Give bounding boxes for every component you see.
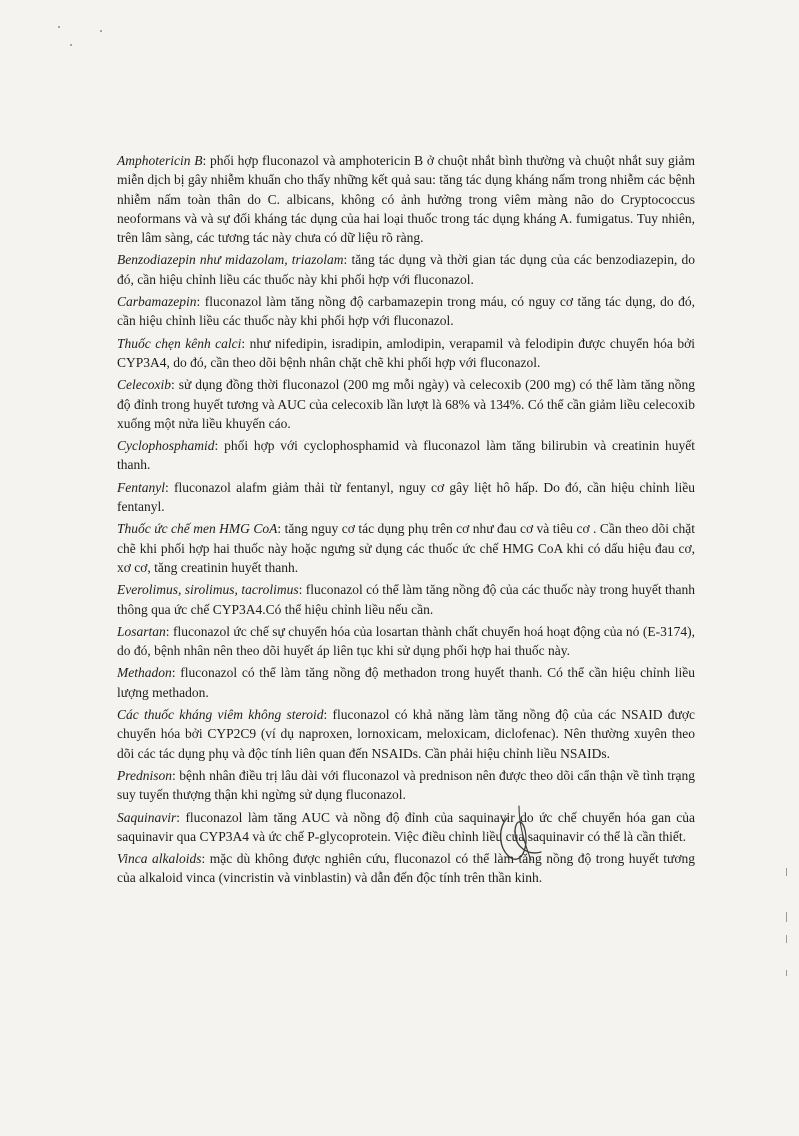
drug-term: Methadon <box>117 665 172 681</box>
scan-speck <box>70 44 72 46</box>
interaction-list <box>117 151 695 891</box>
interaction-entry: Methadon: fluconazol có thể làm tăng nồng độ methadon trong huyết thanh. Có thể cần hiệu chỉnh liều lượng methadon. <box>117 665 695 700</box>
interaction-entry: Cyclophosphamid: phối hợp với cyclophosphamid và fluconazol làm tăng bilirubin và creatinin huyết thanh. <box>117 438 695 473</box>
entry-text: phối hợp fluconazol và amphotericin B ở chuột nhắt bình thường và chuột nhắt suy giảm miễn dịch bị gây nhiễm khuẩn cho thấy những kết quả sau: tăng tác dụng kháng nấm trong nhiễm các bệnh nhiễm nấm toàn thân do C. albicans, không có ảnh hưởng trong viêm màng não do Cryptococcus neoformans và và sự đối kháng tác dụng của hai loại thuốc trong tác dụng kháng A. fumigatus. Tuy nhiên, trên lâm sàng, các tương tác này chưa có dữ liệu rõ ràng. <box>117 153 695 246</box>
interaction-entry: Benzodiazepin như midazolam, triazolam: tăng tác dụng và thời gian tác dụng của các benzodiazepin, do đó, cần hiệu chỉnh liều các thuốc này khi phối hợp với fluconazol. <box>117 252 695 287</box>
drug-term: Saquinavir <box>117 809 177 825</box>
drug-term: Thuốc ức chế men HMG CoA <box>117 521 278 537</box>
entry-text: fluconazol alafm giảm thải từ fentanyl, nguy cơ gây liệt hô hấp. Do đó, cần hiệu chỉnh liều fentanyl. <box>117 479 695 515</box>
scan-edge-mark <box>786 970 787 976</box>
scan-edge-mark <box>786 912 787 922</box>
entry-text: như nifedipin, isradipin, amlodipin, verapamil và felodipin được chuyển hóa bởi CYP3A4, do đó, cần theo dõi bệnh nhân chặt chẽ khi phối hợp với fluconazol. <box>117 335 695 370</box>
drug-term: Vinca alkaloids <box>117 851 202 867</box>
drug-term: Fentanyl <box>117 479 165 495</box>
interaction-entry: Everolimus, sirolimus, tacrolimus: fluconazol có thể làm tăng nồng độ của các thuốc này trong huyết thanh thông qua ức chế CYP3A4.Có thể hiệu chỉnh liều nếu cần. <box>117 582 695 617</box>
interaction-entry: Amphotericin B: phối hợp fluconazol và amphotericin B ở chuột nhắt bình thường và chuột nhắt suy giảm miễn dịch bị gây nhiễm khuẩn cho thấy những kết quả sau: tăng tác dụng kháng nấm trong nhiễm các bệnh nhiễm nấm toàn thân do C. albicans, không có ảnh hưởng trong viêm màng não do Cryptococcus neoformans và và sự đối kháng tác dụng của hai loại thuốc trong tác dụng kháng A. fumigatus. Tuy nhiên, trên lâm sàng, các tương tác này chưa có dữ liệu rõ ràng. <box>117 153 695 246</box>
drug-term: Thuốc chẹn kênh calci <box>117 335 242 351</box>
drug-term: Các thuốc kháng viêm không steroid <box>117 707 324 723</box>
interaction-entry: Losartan: fluconazol ức chế sự chuyển hóa của losartan thành chất chuyển hoá hoạt động của nó (E-3174), do đó, bệnh nhân nên theo dõi huyết áp liên tục khi sử dụng phối hợp hai thuốc này. <box>117 623 695 659</box>
entry-text: phối hợp với cyclophosphamid và fluconazol làm tăng bilirubin và creatinin huyết thanh. <box>117 438 695 473</box>
drug-term: Losartan <box>117 623 166 639</box>
interaction-entry: Saquinavir: fluconazol làm tăng AUC và nồng độ đỉnh của saquinavir do ức chế chuyển hóa gan của saquinavir qua CYP3A4 và ức chế P-glycoprotein. Việc điều chỉnh liều của saquinavir có thể là cần thiết. <box>117 809 695 844</box>
interaction-entry: Carbamazepin: fluconazol làm tăng nồng độ carbamazepin trong máu, có nguy cơ tăng tác dụng, do đó, cần hiệu chỉnh liều các thuốc này khi phối hợp với fluconazol. <box>117 294 695 329</box>
drug-term: Benzodiazepin như midazolam, triazolam <box>117 252 344 268</box>
interaction-entry: Prednison: bệnh nhân điều trị lâu dài với fluconazol và prednison nên được theo dõi cẩn thận về tình trạng suy tuyến thượng thận khi ngừng sử dụng fluconazol. <box>117 767 695 803</box>
entry-text: bệnh nhân điều trị lâu dài với fluconazol và prednison nên được theo dõi cẩn thận về tình trạng suy tuyến thượng thận khi ngừng sử dụng fluconazol. <box>117 767 695 803</box>
entry-text: fluconazol làm tăng AUC và nồng độ đỉnh của saquinavir do ức chế chuyển hóa gan của saquinavir qua CYP3A4 và ức chế P-glycoprotein. Việc điều chỉnh liều của saquinavir có thể là cần thiết. <box>117 809 695 844</box>
entry-text: fluconazol có thể làm tăng nồng độ methadon trong huyết thanh. Có thể cần hiệu chỉnh liều lượng methadon. <box>117 665 695 700</box>
entry-text: mặc dù không được nghiên cứu, fluconazol có thể làm tăng nồng độ trong huyết tương của alkaloid vinca (vincristin và vinblastin) và dẫn đến độc tính trên thần kinh. <box>117 851 695 886</box>
interaction-entry: Celecoxib: sử dụng đồng thời fluconazol (200 mg mỗi ngày) và celecoxib (200 mg) có thể làm tăng nồng độ đỉnh trong huyết tương và AUC của celecoxib lần lượt là 68% và 134%. Có thể cần giảm liều celecoxib xuống một nửa liều khuyến cáo. <box>117 377 695 431</box>
entry-text: tăng tác dụng và thời gian tác dụng của các benzodiazepin, do đó, cần hiệu chỉnh liều các thuốc này khi phối hợp với fluconazol. <box>117 252 695 287</box>
entry-text: fluconazol làm tăng nồng độ carbamazepin trong máu, có nguy cơ tăng tác dụng, do đó, cần hiệu chỉnh liều các thuốc này khi phối hợp với fluconazol. <box>117 294 695 329</box>
interaction-entry: Vinca alkaloids: mặc dù không được nghiên cứu, fluconazol có thể làm tăng nồng độ trong huyết tương của alkaloid vinca (vincristin và vinblastin) và dẫn đến độc tính trên thần kinh. <box>117 851 695 886</box>
drug-term: Amphotericin B <box>117 153 203 168</box>
interaction-entry: Thuốc chẹn kênh calci: như nifedipin, isradipin, amlodipin, verapamil và felodipin được chuyển hóa bởi CYP3A4, do đó, cần theo dõi bệnh nhân chặt chẽ khi phối hợp với fluconazol. <box>117 335 695 370</box>
entry-text: fluconazol có khả năng làm tăng nồng độ của các NSAID được chuyển hóa bởi CYP2C9 (ví dụ naproxen, lornoxicam, meloxicam, diclofenac). Nên thường xuyên theo dõi các tác dụng phụ và độc tính liên quan đến NSAIDs. Cần phải hiệu chỉnh liều NSAIDs. <box>117 707 695 761</box>
entry-text: tăng nguy cơ tác dụng phụ trên cơ như đau cơ và tiêu cơ . Cần theo dõi chặt chẽ khi phối hợp hai thuốc này hoặc ngưng sử dụng các thuốc ức chế HMG CoA khi có dấu hiệu đau cơ, xơ cơ, tăng creatinin huyết thanh. <box>117 521 695 575</box>
scan-speck <box>58 26 60 28</box>
handwritten-signature <box>485 800 555 870</box>
entry-text: sử dụng đồng thời fluconazol (200 mg mỗi ngày) và celecoxib (200 mg) có thể làm tăng nồng độ đỉnh trong huyết tương và AUC của celecoxib lần lượt là 68% và 134%. Có thể cần giảm liều celecoxib xuống một nửa liều khuyến cáo. <box>117 377 695 431</box>
entry-text: fluconazol ức chế sự chuyển hóa của losartan thành chất chuyển hoá hoạt động của nó (E-3174), do đó, bệnh nhân nên theo dõi huyết áp liên tục khi sử dụng phối hợp hai thuốc này. <box>117 623 695 659</box>
scan-edge-mark <box>786 935 787 943</box>
drug-term: Celecoxib <box>117 377 171 393</box>
drug-term: Prednison <box>117 767 172 783</box>
scan-speck <box>100 30 102 32</box>
entry-text: fluconazol có thể làm tăng nồng độ của các thuốc này trong huyết thanh thông qua ức chế CYP3A4.Có thể hiệu chỉnh liều nếu cần. <box>117 582 695 617</box>
scan-edge-mark <box>786 868 787 876</box>
drug-term: Carbamazepin <box>117 294 197 310</box>
interaction-entry: Thuốc ức chế men HMG CoA: tăng nguy cơ tác dụng phụ trên cơ như đau cơ và tiêu cơ . Cần theo dõi chặt chẽ khi phối hợp hai thuốc này hoặc ngưng sử dụng các thuốc ức chế HMG CoA khi có dấu hiệu đau cơ, xơ cơ, tăng creatinin huyết thanh. <box>117 521 695 575</box>
interaction-entry: Các thuốc kháng viêm không steroid: fluconazol có khả năng làm tăng nồng độ của các NSAID được chuyển hóa bởi CYP2C9 (ví dụ naproxen, lornoxicam, meloxicam, diclofenac). Nên thường xuyên theo dõi các tác dụng phụ và độc tính liên quan đến NSAIDs. Cần phải hiệu chỉnh liều NSAIDs. <box>117 707 695 761</box>
drug-term: Cyclophosphamid <box>117 438 215 454</box>
interaction-entry: Fentanyl: fluconazol alafm giảm thải từ fentanyl, nguy cơ gây liệt hô hấp. Do đó, cần hiệu chỉnh liều fentanyl. <box>117 479 695 515</box>
drug-term: Everolimus, sirolimus, tacrolimus <box>117 582 299 598</box>
